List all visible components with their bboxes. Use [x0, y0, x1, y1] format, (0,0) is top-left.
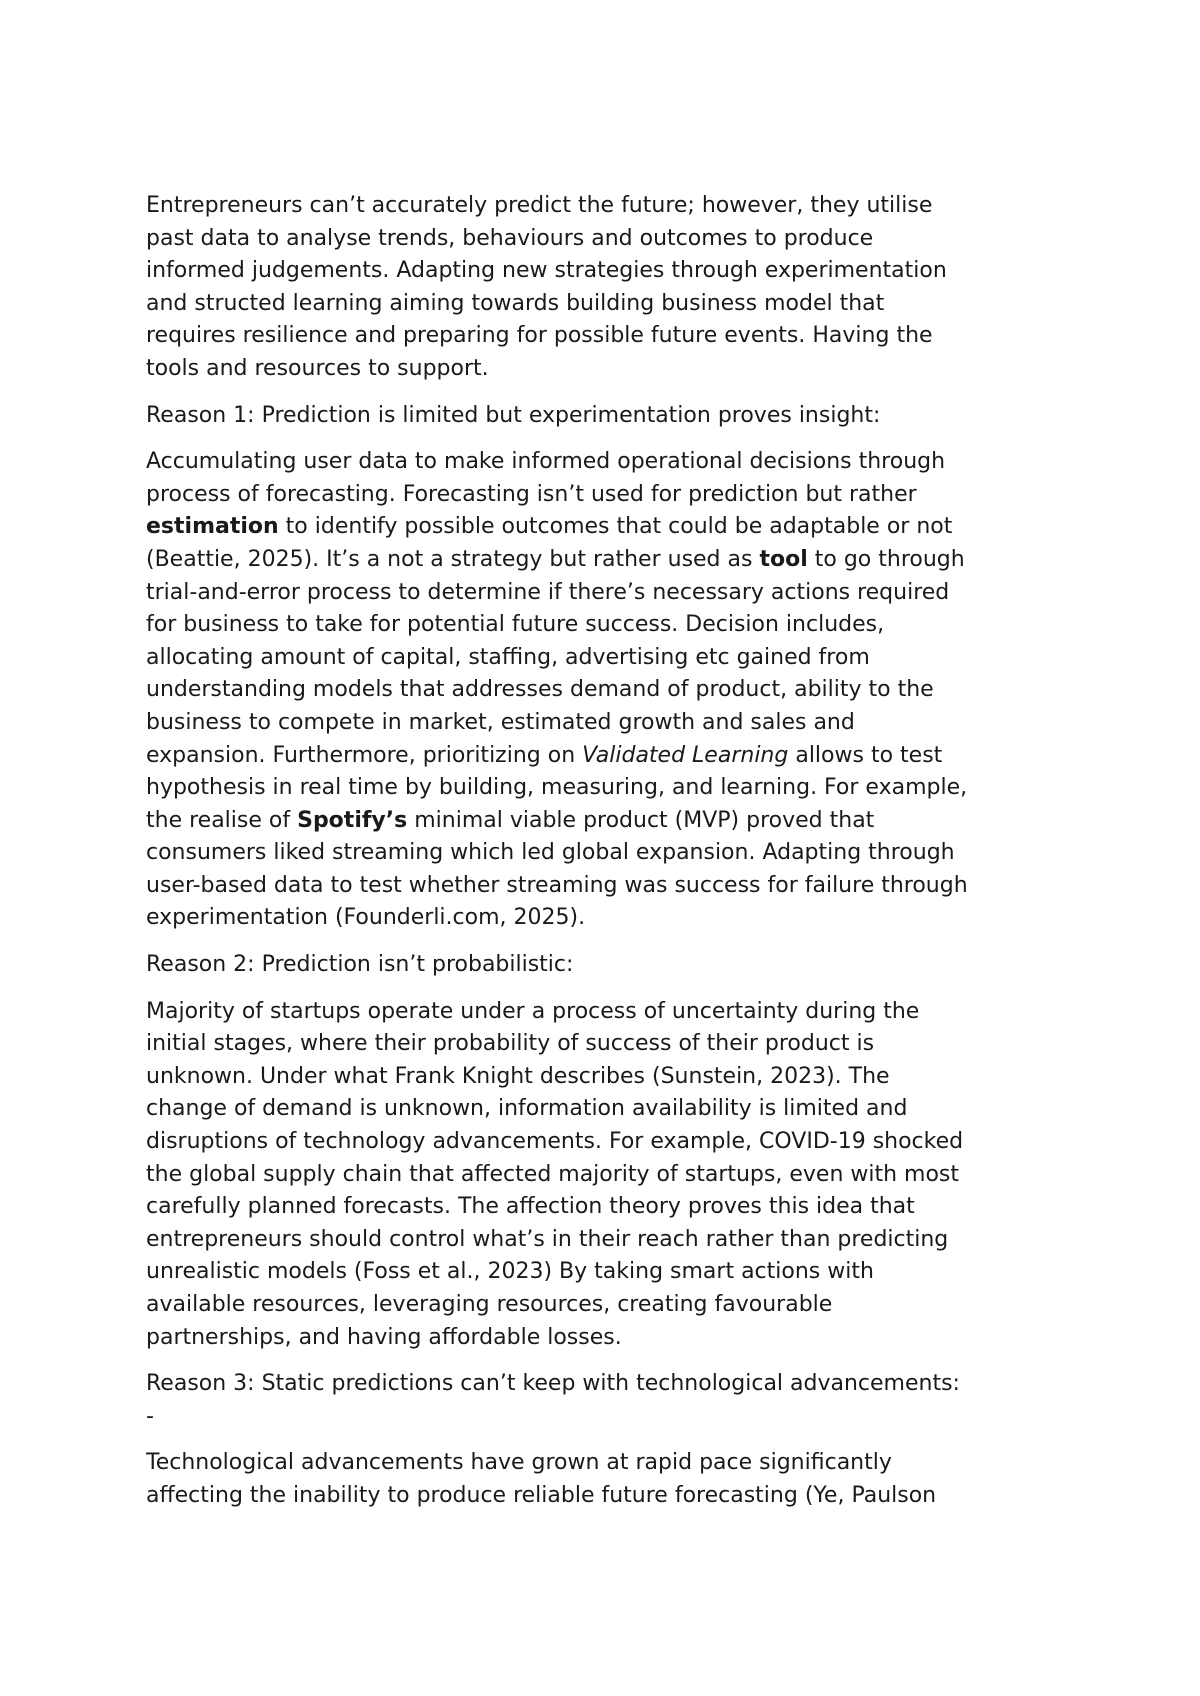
- list-dash: -: [146, 1403, 154, 1429]
- text-line: initial stages, where their probability of success of their product is: [146, 1031, 875, 1057]
- text-run: (Beattie, 2025). It’s a not a strategy but rather used as: [146, 546, 760, 572]
- text-line: trial-and-error process to determine if there’s necessary actions required: [146, 579, 950, 605]
- text-line: [146, 740, 1076, 773]
- text-line: the global supply chain that affected majority of startups, even with most: [146, 1161, 960, 1187]
- text-run: to identify possible outcomes that could be adaptable or not: [278, 514, 953, 540]
- text-run: expansion. Furthermore, prioritizing on: [146, 742, 583, 768]
- text-line: hypothesis in real time by building, measuring, and learning. For example,: [146, 775, 968, 801]
- text-line: consumers liked streaming which led global expansion. Adapting through: [146, 840, 955, 866]
- intro-paragraph: [146, 190, 1076, 386]
- text-line: business to compete in market, estimated growth and sales and: [146, 709, 855, 735]
- text-line: [146, 544, 1076, 577]
- text-line: available resources, leveraging resources, creating favourable: [146, 1292, 833, 1317]
- text-line: tools and resources to support.: [146, 355, 489, 381]
- text-line: allocating amount of capital, staffing, advertising etc gained from: [146, 644, 870, 670]
- reason-2-heading: Reason 2: Prediction isn’t probabilistic:: [146, 952, 574, 978]
- text-run: allows to test: [788, 742, 943, 768]
- text-line: understanding models that addresses demand of product, ability to the: [146, 677, 934, 703]
- text-line: [146, 805, 1076, 838]
- text-run: minimal viable product (MVP) proved that: [407, 807, 875, 833]
- text-line: entrepreneurs should control what’s in their reach rather than predicting: [146, 1226, 949, 1252]
- text-line: past data to analyse trends, behaviours and outcomes to produce: [146, 225, 874, 251]
- bold-term-spotify: Spotify’s: [297, 807, 408, 833]
- text-line: Accumulating user data to make informed operational decisions through: [146, 449, 946, 475]
- text-line: informed judgements. Adapting new strategies through experimentation: [146, 258, 947, 284]
- text-line: for business to take for potential future success. Decision includes,: [146, 612, 885, 638]
- text-line: [146, 511, 1076, 544]
- reason-2-paragraph: [146, 996, 1076, 1355]
- reason-3-heading: Reason 3: Static predictions can’t keep with technological advancements:: [146, 1371, 960, 1397]
- bold-term-tool: tool: [759, 546, 808, 572]
- text-line: user-based data to test whether streaming was success for failure through: [146, 872, 968, 898]
- text-line: disruptions of technology advancements. For example, COVID-19 shocked: [146, 1129, 964, 1155]
- text-line: and structed learning aiming towards building business model that: [146, 290, 885, 316]
- text-run: the realise of: [146, 807, 298, 833]
- text-run: to go through: [807, 546, 965, 572]
- text-line: requires resilience and preparing for possible future events. Having the: [146, 323, 933, 349]
- text-line: Entrepreneurs can’t accurately predict the future; however, they utilise: [146, 193, 933, 218]
- text-line: process of forecasting. Forecasting isn’t used for prediction but rather: [146, 481, 917, 507]
- reason-3-paragraph: [146, 1447, 1076, 1512]
- document-body: [146, 190, 1076, 1527]
- reason-1-heading: Reason 1: Prediction is limited but experimentation proves insight:: [146, 402, 881, 428]
- text-line: experimentation (Founderli.com, 2025).: [146, 905, 586, 931]
- text-line: Majority of startups operate under a process of uncertainty during the: [146, 998, 920, 1024]
- text-line: partnerships, and having affordable losses.: [146, 1324, 622, 1350]
- text-line: change of demand is unknown, information availability is limited and: [146, 1096, 908, 1122]
- text-line: affecting the inability to produce reliable future forecasting (Ye, Paulson: [146, 1482, 937, 1508]
- italic-term-validated-learning: Validated Learning: [582, 742, 789, 768]
- text-line: carefully planned forecasts. The affection theory proves this idea that: [146, 1194, 915, 1220]
- text-line: Technological advancements have grown at rapid pace significantly: [146, 1450, 892, 1476]
- text-line: unknown. Under what Frank Knight describes (Sunstein, 2023). The: [146, 1063, 890, 1089]
- text-line: unrealistic models (Foss et al., 2023) By taking smart actions with: [146, 1259, 874, 1285]
- reason-1-paragraph: [146, 446, 1076, 935]
- bold-term-estimation: estimation: [146, 514, 279, 540]
